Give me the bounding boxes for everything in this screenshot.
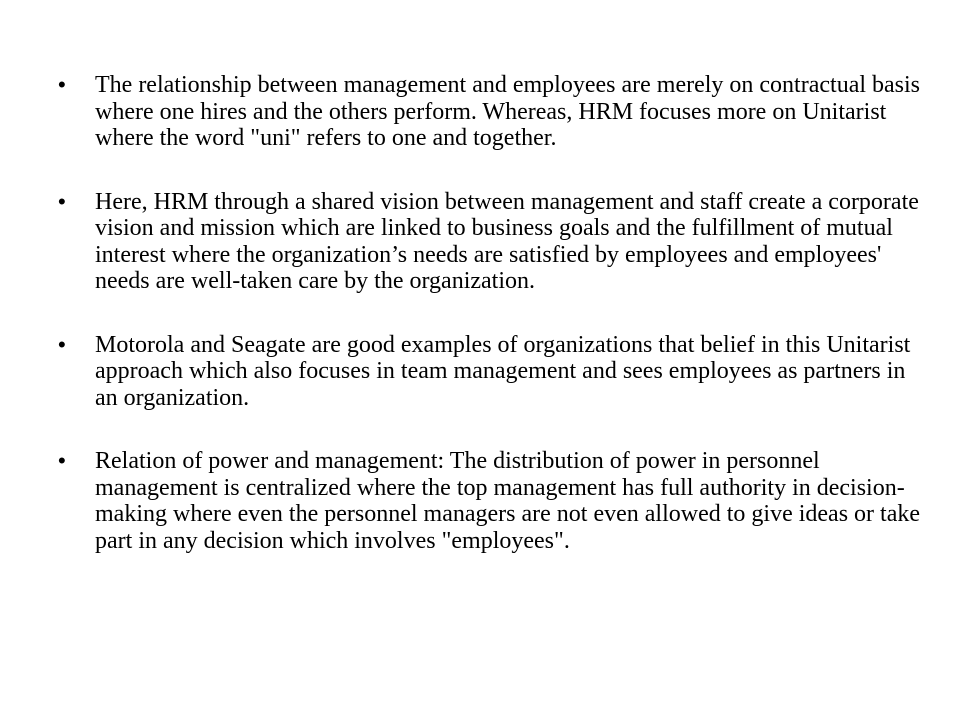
bullet-item [58,189,920,295]
bullet-point-icon: • [58,72,66,97]
bullet-text: Here, HRM through a shared vision between management and staff create a corporate vision and mission which are linked to business goals and the fulfillment of mutual interest where the organization’s needs are satisfied by employees and employees' needs are well-taken care by the organization. [95,188,919,294]
bullet-point-icon: • [58,188,66,214]
bullet-point-icon: • [58,448,66,473]
bullet-point-icon: • [58,331,66,357]
bullet-item [58,448,920,554]
bullet-text: Relation of power and management: The distribution of power in personnel management is centralized where the top management has full authority in decision-making where even the personnel managers are not even allowed to give ideas or take part in any decision which involves "employees". [95,448,921,554]
bullet-item [58,72,920,152]
bullet-list [58,72,920,554]
bullet-text: The relationship between management and employees are merely on contractual basis where one hires and the others perform. Whereas, HRM focuses more on Unitarist where the word "uni" refers to one and together. [95,72,921,151]
bullet-item [58,332,920,412]
bullet-text: Motorola and Seagate are good examples of organizations that belief in this Unitarist approach which also focuses in team management and sees employees as partners in an organization. [95,331,911,411]
